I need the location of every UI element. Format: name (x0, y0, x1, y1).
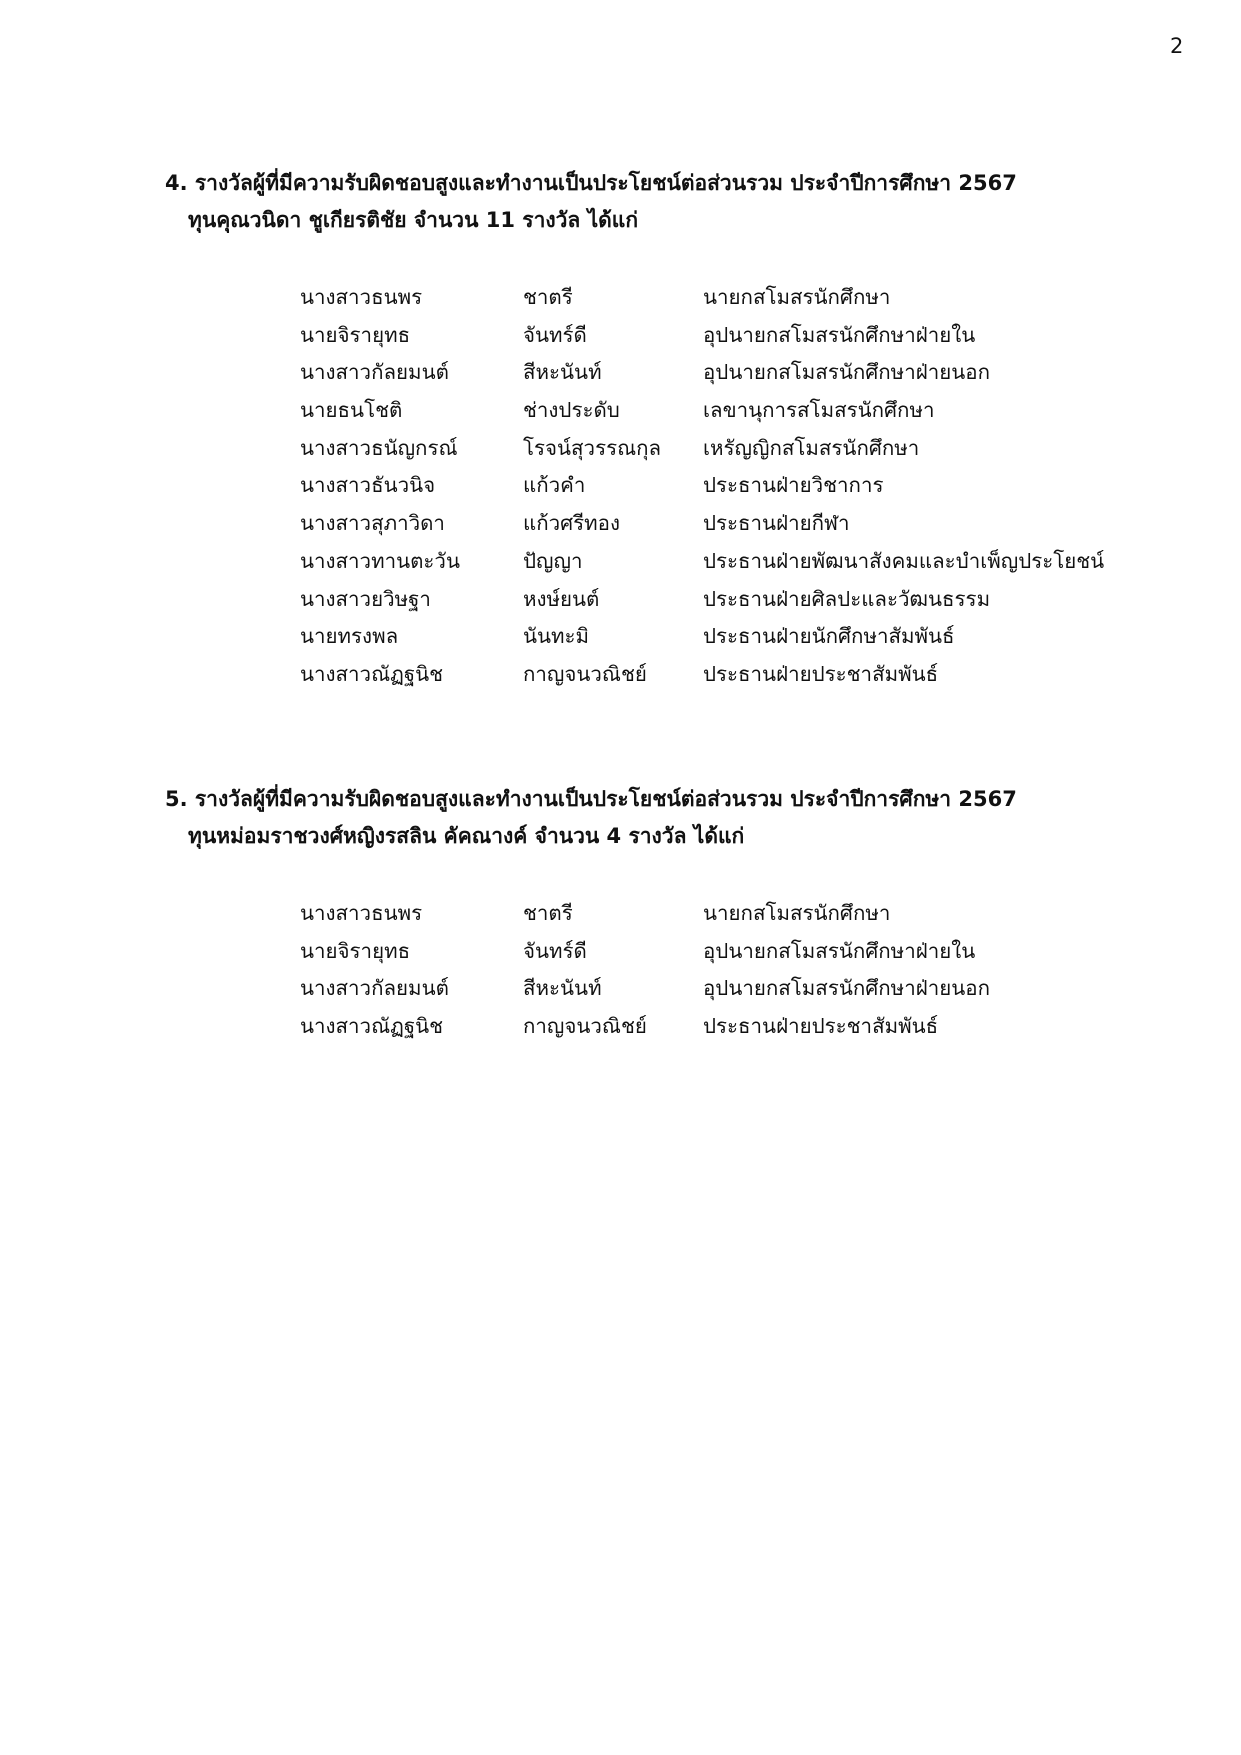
recipient-first-name: นายจิรายุทธ (300, 938, 411, 963)
recipient-first-name: นายธนโชติ (300, 398, 403, 423)
recipient-row (300, 430, 1145, 468)
recipient-last-name: สีหะนันท์ (523, 360, 602, 385)
recipient-first-name: นางสาวธนัญกรณ์ (300, 435, 458, 460)
recipient-role: นายกสโมสรนักศึกษา (703, 285, 891, 309)
recipient-role: ประธานฝ่ายกีฬา (703, 511, 850, 536)
recipient-first-name: นางสาวณัฏฐนิช (300, 1014, 444, 1039)
recipient-role: นายกสโมสรนักศึกษา (703, 901, 891, 925)
recipient-row (300, 970, 1145, 1008)
recipient-last-name: แก้วคำ (523, 473, 586, 498)
recipient-first-name: นายทรงพล (300, 624, 399, 649)
page-number: 2 (1170, 34, 1184, 58)
recipient-last-name: ชาตรี (523, 901, 573, 925)
recipient-first-name: นางสาวธันวนิจ (300, 473, 436, 498)
recipient-row (300, 933, 1145, 971)
recipient-first-name: นางสาวธนพร (300, 901, 423, 925)
recipient-last-name: แก้วศรีทอง (523, 511, 620, 536)
recipient-first-name: นางสาวยวิษฐา (300, 586, 431, 611)
recipient-first-name: นางสาวทานตะวัน (300, 548, 460, 573)
recipient-role: ประธานฝ่ายพัฒนาสังคมและบำเพ็ญประโยชน์ (703, 548, 1105, 573)
recipient-role: ประธานฝ่ายประชาสัมพันธ์ (703, 661, 939, 686)
recipient-first-name: นายจิรายุทธ (300, 322, 411, 347)
recipient-role: ประธานฝ่ายประชาสัมพันธ์ (703, 1014, 939, 1039)
recipient-row (300, 1008, 1145, 1046)
recipient-role: ประธานฝ่ายวิชาการ (703, 473, 884, 498)
recipient-last-name: สีหะนันท์ (523, 976, 602, 1001)
recipient-row (300, 354, 1145, 392)
recipient-last-name: หงษ์ยนต์ (523, 586, 600, 611)
recipient-first-name: นางสาวกัลยมนต์ (300, 976, 449, 1001)
recipient-role: อุปนายกสโมสรนักศึกษาฝ่ายนอก (703, 976, 990, 1001)
recipient-first-name: นางสาวณัฏฐนิช (300, 661, 444, 686)
recipient-role: ประธานฝ่ายนักศึกษาสัมพันธ์ (703, 624, 955, 649)
recipient-row (300, 581, 1145, 619)
section-heading: 5. รางวัลผู้ที่มีความรับผิดชอบสูงและทำงานเป็นประโยชน์ต่อส่วนรวม ประจำปีการศึกษา 2567 (165, 787, 1017, 811)
recipient-first-name: นางสาวธนพร (300, 285, 423, 309)
recipient-last-name: นันทะมิ (523, 624, 590, 649)
recipient-role: เหรัญญิกสโมสรนักศึกษา (703, 435, 920, 460)
recipient-role: อุปนายกสโมสรนักศึกษาฝ่ายใน (703, 938, 976, 963)
recipient-row (300, 618, 1145, 656)
recipient-role: เลขานุการสโมสรนักศึกษา (703, 398, 935, 423)
recipient-row (300, 505, 1145, 543)
recipient-last-name: จันทร์ดี (523, 938, 587, 963)
recipient-last-name: ช่างประดับ (523, 398, 620, 423)
section-subheading: ทุนหม่อมราชวงศ์หญิงรสลิน คัคณางค์ จำนวน 4 รางวัล ได้แก่ (188, 824, 745, 848)
recipient-last-name: กาญจนวณิชย์ (523, 1014, 647, 1039)
section-heading: 4. รางวัลผู้ที่มีความรับผิดชอบสูงและทำงานเป็นประโยชน์ต่อส่วนรวม ประจำปีการศึกษา 2567 (165, 171, 1017, 195)
recipient-last-name: ชาตรี (523, 285, 573, 309)
recipient-row (300, 543, 1145, 581)
recipient-first-name: นางสาวกัลยมนต์ (300, 360, 449, 385)
recipient-role: อุปนายกสโมสรนักศึกษาฝ่ายนอก (703, 360, 990, 385)
award-section-5 (165, 781, 1145, 1046)
recipient-last-name: กาญจนวณิชย์ (523, 661, 647, 686)
section-subheading: ทุนคุณวนิดา ชูเกียรติชัย จำนวน 11 รางวัล ได้แก่ (188, 208, 639, 232)
recipient-row (300, 467, 1145, 505)
award-section-4 (165, 165, 1145, 694)
recipient-role: ประธานฝ่ายศิลปะและวัฒนธรรม (703, 586, 991, 611)
recipient-role: อุปนายกสโมสรนักศึกษาฝ่ายใน (703, 322, 976, 347)
recipient-first-name: นางสาวสุภาวิดา (300, 511, 445, 536)
recipient-row (300, 317, 1145, 355)
recipient-list (300, 279, 1145, 694)
recipient-list (300, 895, 1145, 1046)
recipient-row (300, 895, 1145, 933)
recipient-last-name: โรจน์สุวรรณกุล (523, 435, 662, 460)
recipient-last-name: จันทร์ดี (523, 322, 587, 347)
recipient-row (300, 392, 1145, 430)
recipient-row (300, 279, 1145, 317)
recipient-last-name: ปัญญา (523, 548, 583, 573)
recipient-row (300, 656, 1145, 694)
